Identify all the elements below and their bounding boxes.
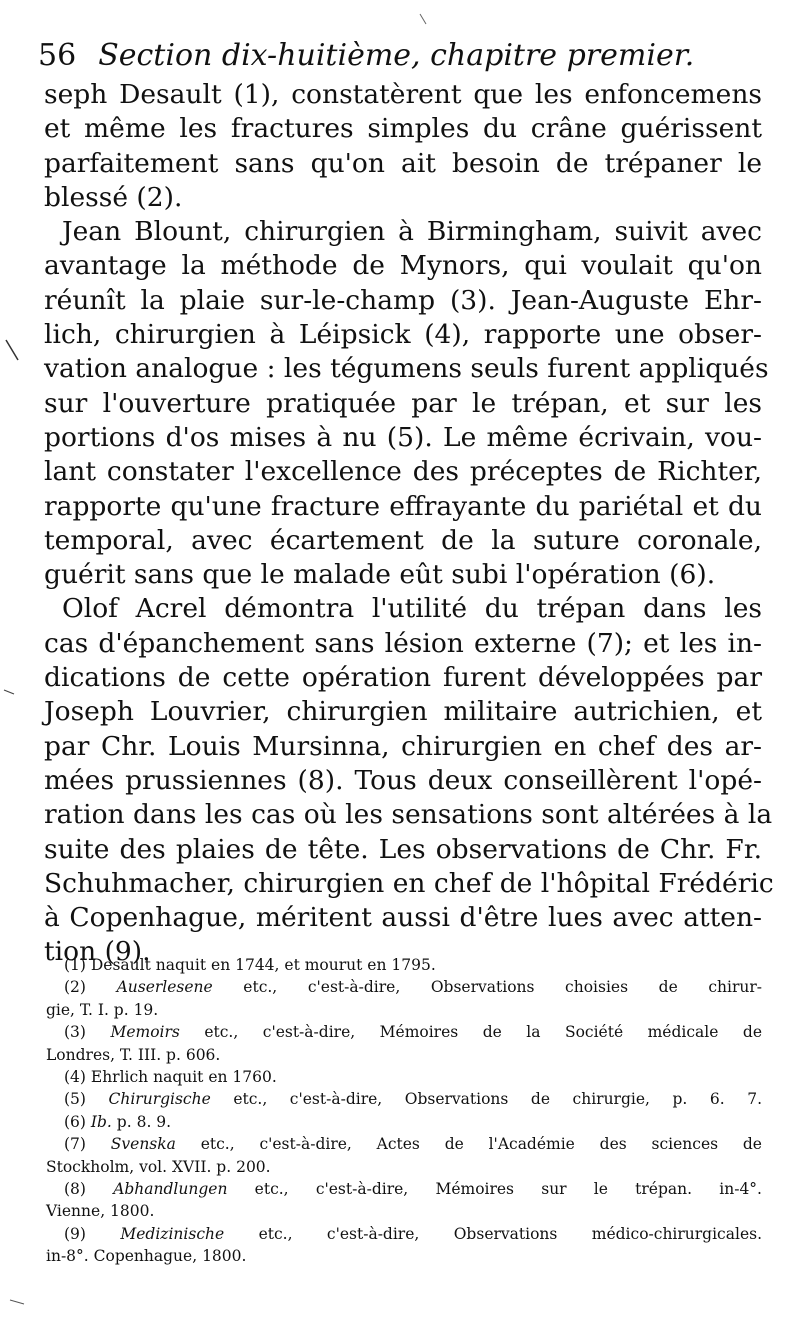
footnote-title: Chirurgische [108, 1090, 211, 1109]
body-line: lant constater l'excellence des préceptes de Richter, [44, 456, 762, 488]
footnote-title: Svenska [110, 1135, 176, 1154]
footnote-text: etc., c'est-à-dire, Actes de l'Académie des sciences de [175, 1135, 762, 1154]
footnote-text: etc., c'est-à-dire, Observations de chirurgie, p. 6. 7. [210, 1090, 762, 1109]
footnote-text: (3) [64, 1023, 111, 1042]
footnote-text: (1) Desault naquit en 1744, et mourut en 1795. [64, 956, 436, 974]
footnote-line [46, 1066, 762, 1088]
body-text [44, 78, 774, 970]
body-line: rapporte qu'une fracture effrayante du pariétal et du [44, 490, 762, 522]
body-line: Joseph Louvrier, chirurgien militaire autrichien, et [44, 696, 762, 728]
footnote-line [46, 1044, 762, 1066]
footnote-text: etc., c'est-à-dire, Mémoires sur le trépan. in-4°. [227, 1179, 762, 1198]
body-line: dications de cette opération furent développées par [44, 662, 762, 694]
footnote-title: Memoirs [110, 1023, 180, 1042]
footnote-line [46, 1088, 762, 1110]
footnote-text: gie, T. I. p. 19. [46, 1000, 159, 1019]
footnote-text: (7) [64, 1135, 111, 1154]
body-line: et même les fractures simples du crâne guérissent [44, 113, 762, 145]
running-header [38, 38, 778, 74]
body-line: cas d'épanchement sans lésion externe (7); et les in- [44, 627, 762, 659]
footnote-text: (4) Ehrlich naquit en 1760. [64, 1067, 277, 1086]
body-line: Olof Acrel démontra l'utilité du trépan dans les [62, 593, 762, 625]
footnote-text: Stockholm, vol. XVII. p. 200. [46, 1157, 271, 1176]
footnote-text: etc., c'est-à-dire, Observations médico-chirurgicales. [224, 1224, 762, 1243]
body-line: à Copenhague, méritent aussi d'être lues avec atten- [44, 902, 762, 934]
footnote-line [46, 954, 762, 976]
footnote-title: Medizinische [120, 1224, 225, 1243]
body-line: par Chr. Louis Mursinna, chirurgien en chef des ar- [44, 730, 762, 762]
body-line: blessé (2). [44, 181, 183, 213]
footnote-text: (5) [64, 1090, 109, 1109]
footnote-text: Vienne, 1800. [46, 1202, 155, 1221]
footnote-line [46, 1223, 762, 1245]
body-line: réunît la plaie sur-le-champ (3). Jean-Auguste Ehr- [44, 284, 762, 316]
footnote-text: etc., c'est-à-dire, Mémoires de la Société médicale de [179, 1023, 762, 1042]
body-line: Jean Blount, chirurgien à Birmingham, suivit avec [62, 216, 762, 248]
footnote-line [46, 976, 762, 998]
body-line: sur l'ouverture pratiquée par le trépan, et sur les [44, 387, 762, 419]
footnote-title: Auserlesene [116, 978, 213, 997]
footnote-text: (9) [64, 1224, 121, 1243]
body-line: vation analogue : les tégumens seuls furent appliqués [44, 353, 769, 385]
body-line: seph Desault (1), constatèrent que les enfoncemens [44, 79, 762, 110]
footnote-line [46, 1021, 762, 1043]
body-line: portions d'os mises à nu (5). Le même écrivain, vou- [44, 421, 762, 453]
body-line: ration dans les cas où les sensations sont altérées à la [44, 799, 773, 831]
body-line: suite des plaies de tête. Les observations de Chr. Fr. [44, 833, 762, 865]
footnote-text: (2) [64, 978, 117, 997]
footnote-line [46, 1178, 762, 1200]
footnote-line [46, 999, 762, 1021]
body-line: guérit sans que le malade eût subi l'opération (6). [44, 559, 716, 591]
body-line: avantage la méthode de Mynors, qui voulait qu'on [44, 250, 762, 282]
footnote-line [46, 1111, 762, 1133]
body-line: tion (9). [44, 936, 151, 968]
footnotes [46, 954, 762, 1267]
body-line: lich, chirurgien à Léipsick (4), rapporte une obser- [44, 319, 762, 351]
running-title: Section dix-huitième, chapitre premier. [98, 38, 695, 73]
body-line: Schuhmacher, chirurgien en chef de l'hôpital Frédéric [44, 867, 774, 899]
footnote-title: Abhandlungen [113, 1179, 228, 1198]
page-number: 56 [38, 38, 77, 73]
footnote-text: (8) [64, 1179, 114, 1198]
footnote-text: p. 8. 9. [111, 1112, 172, 1131]
footnote-line [46, 1156, 762, 1178]
footnote-text: in-8°. Copenhague, 1800. [46, 1247, 247, 1266]
body-line: mées prussiennes (8). Tous deux conseillèrent l'opé- [44, 764, 762, 796]
footnote-line [46, 1133, 762, 1155]
footnote-text: etc., c'est-à-dire, Observations choisies de chirur- [212, 978, 762, 997]
footnote-line [46, 1200, 762, 1222]
body-line: parfaitement sans qu'on ait besoin de trépaner le [44, 147, 762, 179]
footnote-text: (6) [64, 1112, 91, 1131]
body-line: temporal, avec écartement de la suture coronale, [44, 524, 762, 556]
footnote-title: Ib. [90, 1112, 112, 1131]
footnote-line [46, 1245, 762, 1267]
footnote-text: Londres, T. III. p. 606. [46, 1045, 221, 1064]
